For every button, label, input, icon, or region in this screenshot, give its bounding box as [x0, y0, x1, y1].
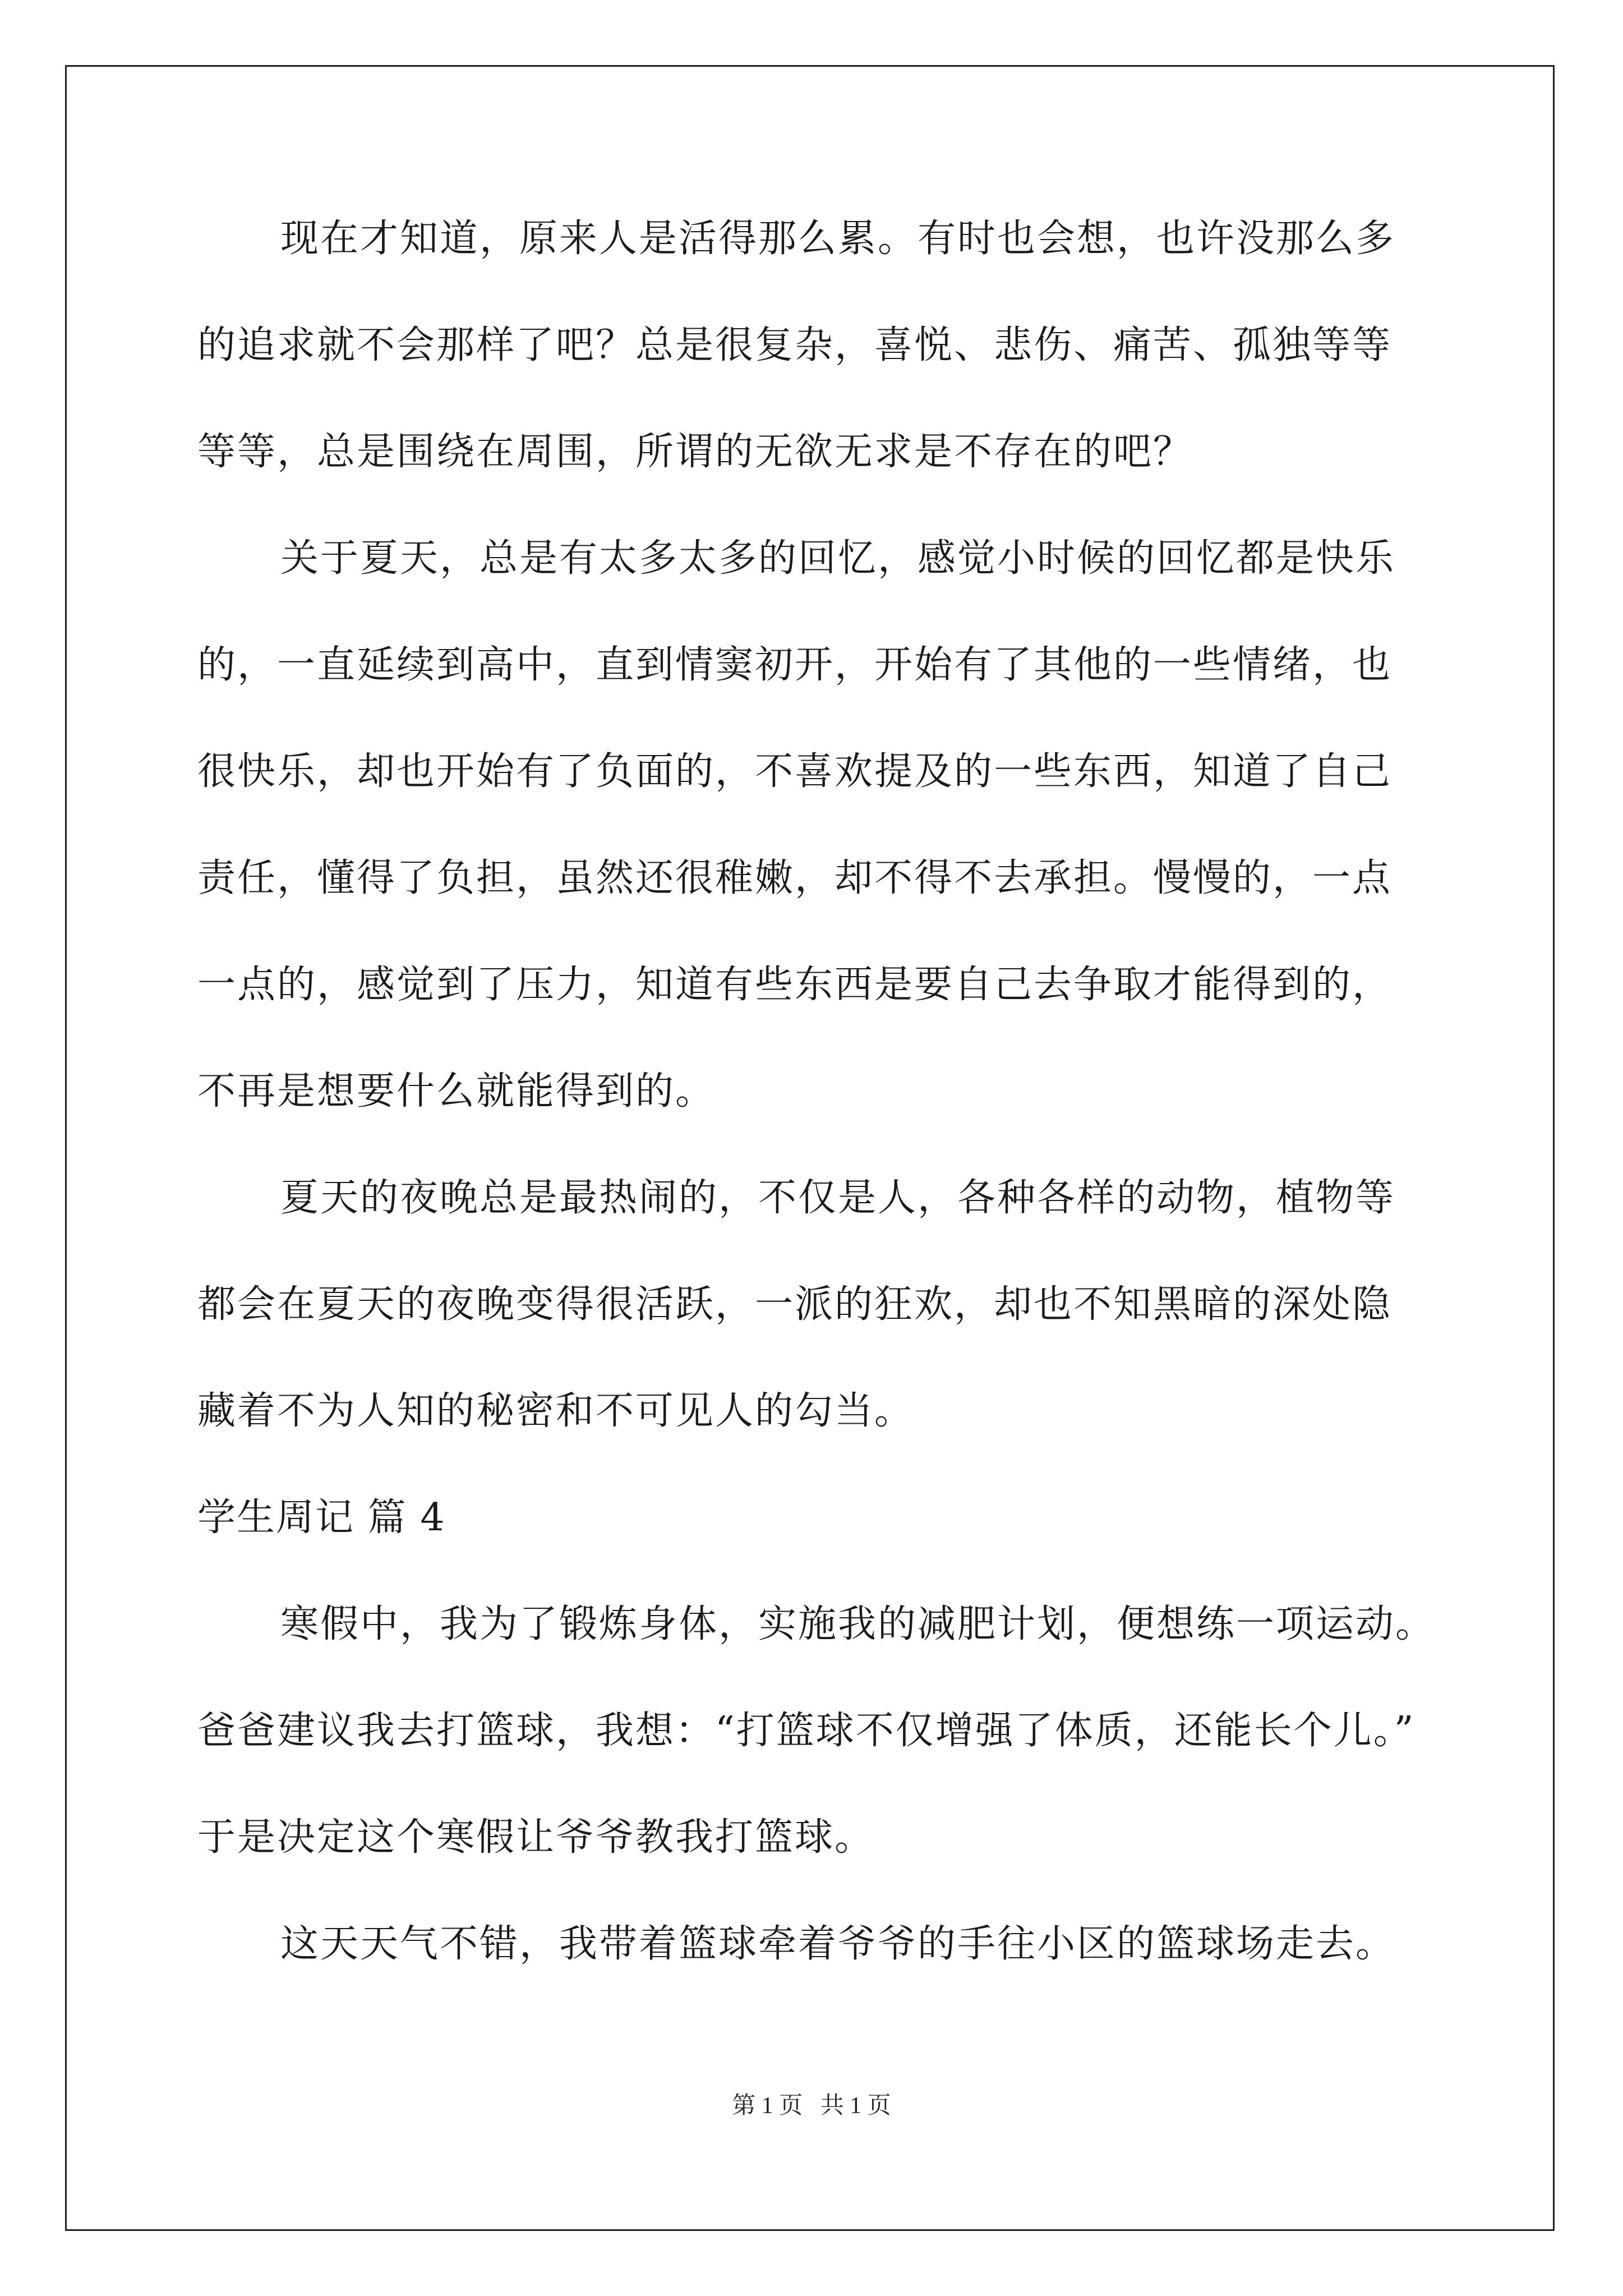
paragraph-line: 的，一直延续到高中，直到情窦初开，开始有了其他的一些情绪，也	[197, 643, 1393, 687]
paragraph-line: 于是决定这个寒假让爷爷教我打篮球。	[197, 1815, 875, 1860]
paragraph-line: 责任，懂得了负担，虽然还很稚嫩，却不得不去承担。慢慢的，一点	[197, 856, 1393, 900]
paragraph-line: 的追求就不会那样了吧？总是很复杂，喜悦、悲伤、痛苦、孤独等等	[197, 323, 1393, 367]
paragraph-line: 一点的，感觉到了压力，知道有些东西是要自己去争取才能得到的，	[197, 963, 1393, 1007]
paragraph-line: 都会在夏天的夜晚变得很活跃，一派的狂欢，却也不知黑暗的深处隐	[197, 1282, 1393, 1327]
paragraph-line: 很快乐，却也开始有了负面的，不喜欢提及的一些东西，知道了自己	[197, 749, 1393, 794]
paragraph-line: 藏着不为人知的秘密和不可见人的勾当。	[197, 1389, 915, 1433]
page-border	[65, 65, 1555, 2231]
paragraph-line: 关于夏天，总是有太多太多的回忆，感觉小时候的回忆都是快乐	[280, 536, 1396, 581]
page-number-footer: 第 1 页 共 1 页	[732, 2093, 891, 2119]
paragraph-line: 等等，总是围绕在周围，所谓的无欲无求是不存在的吧？	[197, 430, 1193, 474]
paragraph-line: 这天天气不错，我带着篮球牵着爷爷的手往小区的篮球场走去。	[280, 1922, 1396, 1966]
paragraph-line: 寒假中，我为了锻炼身体，实施我的减肥计划，便想练一项运动。	[280, 1602, 1436, 1646]
paragraph-line: 爸爸建议我去打篮球，我想：“打篮球不仅增强了体质，还能长个儿。”	[197, 1709, 1415, 1753]
section-heading: 学生周记 篇 4	[197, 1496, 446, 1540]
paragraph-line: 夏天的夜晚总是最热闹的，不仅是人，各种各样的动物，植物等	[280, 1176, 1396, 1220]
paragraph-line: 现在才知道，原来人是活得那么累。有时也会想，也许没那么多	[280, 217, 1396, 261]
paragraph-line: 不再是想要什么就能得到的。	[197, 1069, 716, 1114]
